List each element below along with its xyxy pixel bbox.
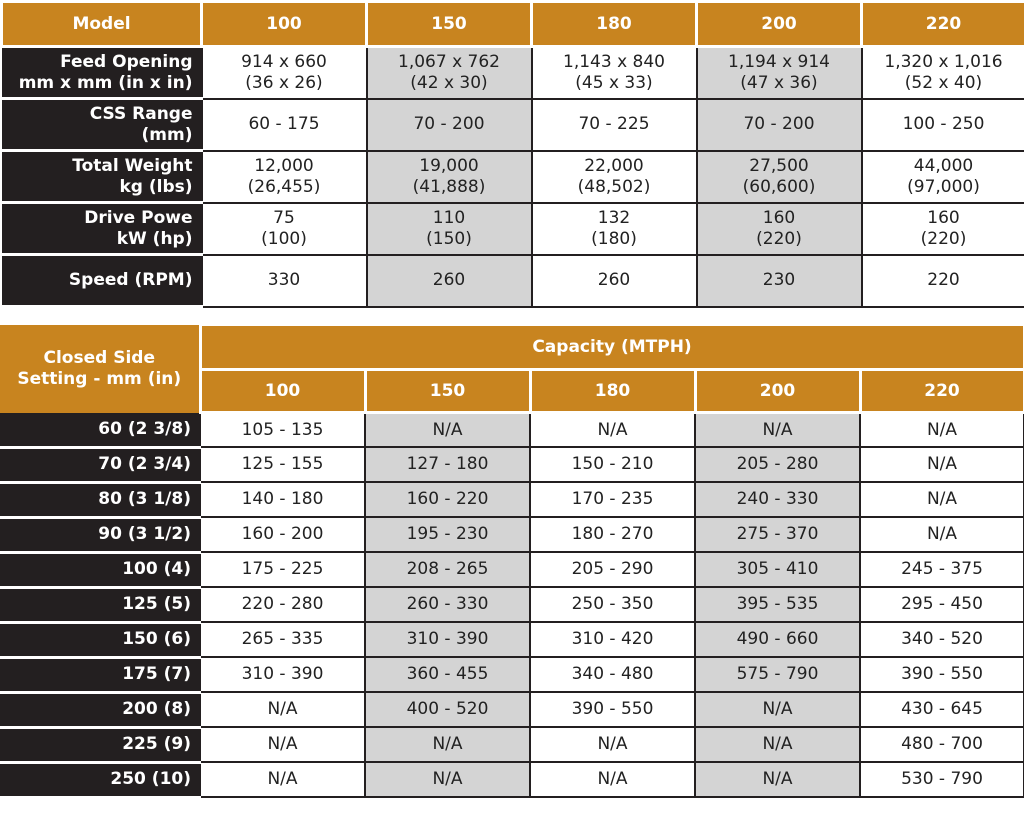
capacity-cell: N/A — [860, 482, 1024, 517]
setting-label: 100 (4) — [0, 552, 200, 587]
spec-cell-line: 160 — [927, 207, 960, 228]
capacity-cell: 160 - 200 — [200, 517, 365, 552]
spec-cell-line: (36 x 26) — [245, 72, 323, 93]
capacity-cell: 160 - 220 — [365, 482, 530, 517]
spec-cell-line: 22,000 — [584, 155, 644, 176]
capacity-row — [0, 482, 1024, 517]
spec-cell-line: (150) — [426, 228, 472, 249]
capacity-cell: 275 - 370 — [695, 517, 860, 552]
spec-cell — [862, 47, 1024, 99]
capacity-cell: 305 - 410 — [695, 552, 860, 587]
spec-label-line: kW (hp) — [116, 228, 193, 249]
capacity-cell: N/A — [860, 447, 1024, 482]
spec-cell-line: (100) — [261, 228, 307, 249]
capacity-cell: N/A — [365, 727, 530, 762]
spec-cell-line: 132 — [597, 207, 631, 228]
spec-cell-line: (60,600) — [742, 176, 816, 197]
model-column-header: 100 — [200, 370, 365, 413]
model-column-header: 220 — [860, 370, 1024, 413]
setting-label: 175 (7) — [0, 657, 200, 692]
spec-label-line: mm x mm (in x in) — [18, 72, 193, 93]
capacity-cell: N/A — [530, 727, 695, 762]
spec-cell-line: (41,888) — [412, 176, 486, 197]
model-column-header: 180 — [530, 370, 695, 413]
capacity-table — [0, 323, 1024, 799]
capacity-cell: 340 - 520 — [860, 622, 1024, 657]
spec-cell — [202, 99, 367, 151]
model-header: Model — [2, 2, 202, 47]
capacity-cell: 180 - 270 — [530, 517, 695, 552]
spec-cell — [697, 47, 862, 99]
spec-cell-line: (97,000) — [907, 176, 980, 197]
setting-label: 250 (10) — [0, 762, 200, 797]
spec-row — [2, 151, 1024, 203]
capacity-cell: N/A — [860, 413, 1024, 448]
spec-cell-line: 12,000 — [254, 155, 314, 176]
spec-row-label — [2, 47, 202, 99]
spec-cell-line: 44,000 — [913, 155, 974, 176]
spec-cell — [697, 255, 862, 307]
spec-label-line: Feed Opening — [60, 51, 193, 72]
spec-row-label — [2, 255, 202, 307]
spec-cell — [697, 203, 862, 255]
spec-cell-line: 1,143 x 840 — [563, 51, 665, 72]
spec-cell-line: 70 - 200 — [413, 114, 485, 134]
capacity-cell: 125 - 155 — [200, 447, 365, 482]
capacity-cell: 240 - 330 — [695, 482, 860, 517]
capacity-cell: N/A — [860, 517, 1024, 552]
spec-cell — [367, 151, 532, 203]
setting-label: 200 (8) — [0, 692, 200, 727]
spec-cell — [532, 255, 697, 307]
spec-row-label — [2, 99, 202, 151]
capacity-row — [0, 413, 1024, 448]
spec-cell — [862, 255, 1024, 307]
model-column-header: 180 — [532, 2, 697, 47]
capacity-cell: 490 - 660 — [695, 622, 860, 657]
capacity-cell: 480 - 700 — [860, 727, 1024, 762]
capacity-cell: N/A — [365, 413, 530, 448]
capacity-cell: 150 - 210 — [530, 447, 695, 482]
capacity-cell: 175 - 225 — [200, 552, 365, 587]
model-column-header: 150 — [367, 2, 532, 47]
capacity-cell: 127 - 180 — [365, 447, 530, 482]
capacity-row — [0, 727, 1024, 762]
spec-cell-line: (42 x 30) — [410, 72, 488, 93]
spec-cell — [697, 99, 862, 151]
spec-cell — [697, 151, 862, 203]
capacity-cell: 310 - 390 — [365, 622, 530, 657]
spec-cell-line: (48,502) — [577, 176, 651, 197]
model-column-header: 100 — [202, 2, 367, 47]
capacity-cell: 575 - 790 — [695, 657, 860, 692]
capacity-cell: N/A — [530, 413, 695, 448]
capacity-cell: 208 - 265 — [365, 552, 530, 587]
corner-label-line: Closed Side — [43, 347, 155, 368]
setting-label: 125 (5) — [0, 587, 200, 622]
spec-cell-line: 160 — [762, 207, 796, 228]
spec-cell — [367, 203, 532, 255]
capacity-cell: N/A — [695, 413, 860, 448]
spec-row — [2, 47, 1024, 99]
closed-side-setting-header — [0, 325, 200, 413]
spec-cell — [202, 255, 367, 307]
capacity-cell: 205 - 290 — [530, 552, 695, 587]
spec-cell — [862, 151, 1024, 203]
spec-cell — [202, 151, 367, 203]
spec-cell-line: 75 — [273, 207, 295, 228]
spec-cell-line: 1,320 x 1,016 — [884, 51, 1003, 72]
spec-label-line: CSS Range — [89, 103, 193, 124]
spec-cell-line: 110 — [432, 207, 466, 228]
spec-cell — [367, 99, 532, 151]
spec-cell-line: 1,067 x 762 — [398, 51, 500, 72]
capacity-cell: N/A — [200, 727, 365, 762]
capacity-cell: 340 - 480 — [530, 657, 695, 692]
spec-row-label — [2, 203, 202, 255]
capacity-cell: N/A — [200, 762, 365, 797]
spec-cell-line: (220) — [920, 228, 967, 249]
capacity-cell: N/A — [695, 727, 860, 762]
spec-label-line: Total Weight — [72, 155, 193, 176]
capacity-row — [0, 692, 1024, 727]
spec-cell-line: (45 x 33) — [575, 72, 653, 93]
setting-label: 80 (3 1/8) — [0, 482, 200, 517]
model-column-header: 150 — [365, 370, 530, 413]
capacity-cell: 360 - 455 — [365, 657, 530, 692]
spec-cell — [862, 99, 1024, 151]
capacity-cell: 245 - 375 — [860, 552, 1024, 587]
spec-row — [2, 255, 1024, 307]
capacity-cell: N/A — [695, 692, 860, 727]
capacity-cell: 295 - 450 — [860, 587, 1024, 622]
capacity-cell: 140 - 180 — [200, 482, 365, 517]
spec-cell-line: (26,455) — [247, 176, 321, 197]
spec-label-line: Speed (RPM) — [68, 270, 193, 290]
spec-cell — [532, 47, 697, 99]
spec-cell-line: 330 — [267, 270, 301, 290]
corner-label-line: Setting - mm (in) — [17, 368, 182, 389]
capacity-cell: 400 - 520 — [365, 692, 530, 727]
capacity-cell: 395 - 535 — [695, 587, 860, 622]
capacity-title: Capacity (MTPH) — [200, 325, 1024, 370]
spec-cell-line: 914 x 660 — [241, 51, 327, 72]
spec-cell-line: 220 — [927, 270, 960, 290]
spec-header-row — [2, 2, 1024, 47]
spec-row — [2, 99, 1024, 151]
capacity-cell: 105 - 135 — [200, 413, 365, 448]
model-column-header: 220 — [862, 2, 1024, 47]
spec-cell-line: 60 - 175 — [248, 114, 320, 134]
spec-cell-line: 100 - 250 — [902, 114, 985, 134]
spec-cell-line: 70 - 200 — [743, 114, 815, 134]
capacity-cell: N/A — [365, 762, 530, 797]
capacity-cell: 205 - 280 — [695, 447, 860, 482]
spec-cell-line: (220) — [756, 228, 802, 249]
spec-cell-line: 1,194 x 914 — [728, 51, 830, 72]
spec-cell — [532, 203, 697, 255]
capacity-row — [0, 447, 1024, 482]
spec-cell-line: 260 — [432, 270, 466, 290]
capacity-cell: 260 - 330 — [365, 587, 530, 622]
spec-cell — [202, 47, 367, 99]
spec-cell — [532, 99, 697, 151]
setting-label: 90 (3 1/2) — [0, 517, 200, 552]
spec-cell — [862, 203, 1024, 255]
setting-label: 150 (6) — [0, 622, 200, 657]
capacity-cell: N/A — [695, 762, 860, 797]
capacity-cell: 170 - 235 — [530, 482, 695, 517]
spec-label-line: kg (lbs) — [119, 176, 193, 197]
spec-cell-line: (52 x 40) — [904, 72, 983, 93]
spec-cell — [367, 47, 532, 99]
capacity-cell: N/A — [530, 762, 695, 797]
capacity-row — [0, 762, 1024, 797]
spec-cell — [202, 203, 367, 255]
capacity-cell: 390 - 550 — [860, 657, 1024, 692]
capacity-cell: N/A — [200, 692, 365, 727]
capacity-row — [0, 517, 1024, 552]
setting-label: 60 (2 3/8) — [0, 413, 200, 448]
spec-cell-line: 260 — [597, 270, 631, 290]
capacity-cell: 390 - 550 — [530, 692, 695, 727]
capacity-cell: 430 - 645 — [860, 692, 1024, 727]
spec-table — [0, 0, 1024, 308]
spec-cell-line: 70 - 225 — [578, 114, 650, 134]
spec-cell-line: 230 — [762, 270, 796, 290]
capacity-cell: 195 - 230 — [365, 517, 530, 552]
model-column-header: 200 — [697, 2, 862, 47]
spec-label-line: Drive Powe — [84, 207, 193, 228]
capacity-cell: 265 - 335 — [200, 622, 365, 657]
setting-label: 70 (2 3/4) — [0, 447, 200, 482]
spec-cell — [532, 151, 697, 203]
spec-row — [2, 203, 1024, 255]
spec-label-line: (mm) — [141, 124, 193, 145]
capacity-row — [0, 657, 1024, 692]
capacity-cell: 310 - 420 — [530, 622, 695, 657]
setting-label: 225 (9) — [0, 727, 200, 762]
capacity-title-row — [0, 325, 1024, 370]
capacity-cell: 530 - 790 — [860, 762, 1024, 797]
spec-cell-line: 19,000 — [419, 155, 479, 176]
capacity-row — [0, 587, 1024, 622]
spec-cell-line: (47 x 36) — [740, 72, 818, 93]
spec-row-label — [2, 151, 202, 203]
capacity-row — [0, 552, 1024, 587]
spec-cell-line: (180) — [591, 228, 637, 249]
capacity-cell: 310 - 390 — [200, 657, 365, 692]
spec-cell-line: 27,500 — [749, 155, 809, 176]
capacity-cell: 250 - 350 — [530, 587, 695, 622]
capacity-row — [0, 622, 1024, 657]
capacity-cell: 220 - 280 — [200, 587, 365, 622]
model-column-header: 200 — [695, 370, 860, 413]
spec-cell — [367, 255, 532, 307]
